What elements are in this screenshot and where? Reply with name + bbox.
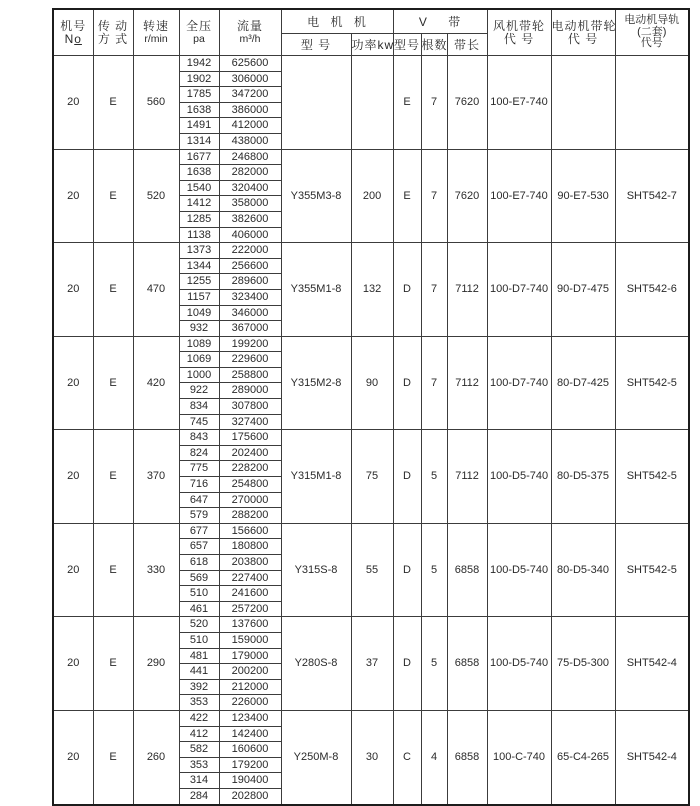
cell-flow: 246800: [219, 149, 281, 165]
cell-motor-model: Y250M-8: [281, 710, 351, 804]
cell-pressure: 422: [179, 710, 219, 726]
cell-pressure: 1344: [179, 258, 219, 274]
cell-fan-pulley-code: 100-D7-740: [487, 336, 551, 430]
cell-pressure: 392: [179, 679, 219, 695]
spec-table-body: [53, 56, 689, 805]
cell-pressure: 922: [179, 383, 219, 399]
cell-flow: 156600: [219, 523, 281, 539]
cell-flow: 175600: [219, 430, 281, 446]
cell-machine-no: 20: [53, 243, 93, 337]
cell-flow: 358000: [219, 196, 281, 212]
cell-fan-pulley-code: 100-E7-740: [487, 149, 551, 243]
table-row: [53, 336, 689, 352]
cell-pressure: 1314: [179, 133, 219, 149]
cell-pressure: 461: [179, 601, 219, 617]
cell-flow: 307800: [219, 399, 281, 415]
cell-motor-power: 37: [351, 617, 393, 711]
cell-belt-count: 7: [421, 149, 447, 243]
cell-motor-power: 90: [351, 336, 393, 430]
cell-pressure: 1138: [179, 227, 219, 243]
group-header-vbelt: V 带: [393, 9, 487, 34]
cell-drive-mode: E: [93, 336, 133, 430]
cell-motor-pulley-code: 65-C4-265: [551, 710, 615, 804]
cell-motor-rail-code: SHT542-5: [615, 430, 689, 524]
cell-motor-rail-code: SHT542-4: [615, 710, 689, 804]
cell-flow: 257200: [219, 601, 281, 617]
cell-drive-mode: E: [93, 617, 133, 711]
cell-motor-model: Y315S-8: [281, 523, 351, 617]
cell-flow: 159000: [219, 632, 281, 648]
cell-motor-rail-code: SHT542-7: [615, 149, 689, 243]
cell-pressure: 481: [179, 648, 219, 664]
cell-flow: 190400: [219, 773, 281, 789]
cell-fan-pulley-code: 100-C-740: [487, 710, 551, 804]
cell-motor-model: Y355M1-8: [281, 243, 351, 337]
cell-pressure: 1373: [179, 243, 219, 259]
cell-speed: 260: [133, 710, 179, 804]
cell-pressure: 677: [179, 523, 219, 539]
cell-pressure: 353: [179, 757, 219, 773]
col-header-motor-pulley: 电动机带轮 代 号: [551, 9, 615, 56]
cell-belt-count: 7: [421, 243, 447, 337]
cell-drive-mode: E: [93, 523, 133, 617]
cell-flow: 282000: [219, 165, 281, 181]
cell-machine-no: 20: [53, 336, 93, 430]
cell-speed: 420: [133, 336, 179, 430]
cell-pressure: 1540: [179, 180, 219, 196]
cell-belt-count: 4: [421, 710, 447, 804]
cell-pressure: 353: [179, 695, 219, 711]
cell-machine-no: 20: [53, 56, 93, 150]
cell-belt-length: 6858: [447, 617, 487, 711]
cell-belt-length: 6858: [447, 710, 487, 804]
cell-motor-model: [281, 56, 351, 150]
table-row: [53, 430, 689, 446]
cell-belt-count: 5: [421, 617, 447, 711]
cell-flow: 179200: [219, 757, 281, 773]
cell-pressure: 1089: [179, 336, 219, 352]
cell-pressure: 510: [179, 632, 219, 648]
cell-fan-pulley-code: 100-D5-740: [487, 430, 551, 524]
cell-motor-power: 200: [351, 149, 393, 243]
col-header-fan-pulley: 风机带轮 代 号: [487, 9, 551, 56]
cell-motor-rail-code: SHT542-5: [615, 523, 689, 617]
cell-motor-rail-code: [615, 56, 689, 150]
machine-no-unit: No: [64, 31, 82, 46]
cell-fan-pulley-code: 100-D7-740: [487, 243, 551, 337]
cell-fan-pulley-code: 100-E7-740: [487, 56, 551, 150]
cell-flow: 180800: [219, 539, 281, 555]
cell-belt-type: D: [393, 336, 421, 430]
cell-pressure: 1412: [179, 196, 219, 212]
cell-belt-length: 6858: [447, 523, 487, 617]
cell-motor-pulley-code: 80-D5-375: [551, 430, 615, 524]
cell-flow: 327400: [219, 414, 281, 430]
col-header-motor-rail: 电动机导轨 (二套) 代号: [615, 9, 689, 56]
cell-flow: 228200: [219, 461, 281, 477]
table-row: [53, 243, 689, 259]
cell-pressure: 1942: [179, 56, 219, 72]
cell-flow: 160600: [219, 742, 281, 758]
cell-flow: 179000: [219, 648, 281, 664]
cell-machine-no: 20: [53, 523, 93, 617]
cell-pressure: 1902: [179, 71, 219, 87]
cell-pressure: 1638: [179, 102, 219, 118]
fan-spec-page: [0, 8, 700, 802]
cell-machine-no: 20: [53, 149, 93, 243]
cell-flow: 199200: [219, 336, 281, 352]
cell-motor-rail-code: SHT542-6: [615, 243, 689, 337]
cell-belt-count: 5: [421, 430, 447, 524]
fan-motor-spec-table: [52, 8, 690, 806]
cell-speed: 520: [133, 149, 179, 243]
cell-pressure: 1638: [179, 165, 219, 181]
cell-flow: 346000: [219, 305, 281, 321]
col-header-flow: 流量 m³/h: [219, 9, 281, 56]
cell-belt-length: 7620: [447, 149, 487, 243]
cell-motor-power: [351, 56, 393, 150]
cell-pressure: 1255: [179, 274, 219, 290]
cell-flow: 256600: [219, 258, 281, 274]
cell-machine-no: 20: [53, 430, 93, 524]
cell-drive-mode: E: [93, 710, 133, 804]
header-row-1: [53, 9, 689, 34]
cell-flow: 288200: [219, 508, 281, 524]
cell-pressure: 1285: [179, 211, 219, 227]
cell-pressure: 1785: [179, 87, 219, 103]
cell-pressure: 579: [179, 508, 219, 524]
cell-fan-pulley-code: 100-D5-740: [487, 523, 551, 617]
cell-belt-count: 5: [421, 523, 447, 617]
table-row: [53, 149, 689, 165]
cell-pressure: 716: [179, 477, 219, 493]
cell-belt-length: 7112: [447, 243, 487, 337]
table-row: [53, 617, 689, 633]
cell-pressure: 1677: [179, 149, 219, 165]
cell-belt-length: 7112: [447, 430, 487, 524]
cell-drive-mode: E: [93, 430, 133, 524]
cell-pressure: 314: [179, 773, 219, 789]
cell-flow: 137600: [219, 617, 281, 633]
cell-pressure: 834: [179, 399, 219, 415]
cell-flow: 438000: [219, 133, 281, 149]
cell-belt-type: D: [393, 430, 421, 524]
cell-pressure: 745: [179, 414, 219, 430]
cell-speed: 470: [133, 243, 179, 337]
cell-speed: 370: [133, 430, 179, 524]
cell-speed: 330: [133, 523, 179, 617]
cell-pressure: 1157: [179, 289, 219, 305]
cell-flow: 142400: [219, 726, 281, 742]
cell-belt-count: 7: [421, 336, 447, 430]
cell-pressure: 618: [179, 555, 219, 571]
cell-flow: 270000: [219, 492, 281, 508]
cell-pressure: 1049: [179, 305, 219, 321]
cell-flow: 222000: [219, 243, 281, 259]
cell-belt-type: E: [393, 56, 421, 150]
cell-flow: 227400: [219, 570, 281, 586]
col-header-speed: 转速 r/min: [133, 9, 179, 56]
cell-motor-pulley-code: 80-D5-340: [551, 523, 615, 617]
cell-fan-pulley-code: 100-D5-740: [487, 617, 551, 711]
cell-pressure: 843: [179, 430, 219, 446]
cell-pressure: 510: [179, 586, 219, 602]
cell-flow: 367000: [219, 321, 281, 337]
cell-flow: 258800: [219, 367, 281, 383]
col-header-motor-model: 型 号: [281, 34, 351, 56]
cell-flow: 229600: [219, 352, 281, 368]
cell-pressure: 569: [179, 570, 219, 586]
col-header-pressure: 全压 pa: [179, 9, 219, 56]
cell-flow: 289000: [219, 383, 281, 399]
cell-machine-no: 20: [53, 617, 93, 711]
cell-flow: 412000: [219, 118, 281, 134]
cell-motor-power: 132: [351, 243, 393, 337]
cell-flow: 323400: [219, 289, 281, 305]
cell-motor-pulley-code: 90-D7-475: [551, 243, 615, 337]
cell-motor-pulley-code: 90-E7-530: [551, 149, 615, 243]
cell-motor-pulley-code: [551, 56, 615, 150]
cell-motor-rail-code: SHT542-4: [615, 617, 689, 711]
cell-belt-type: D: [393, 243, 421, 337]
cell-flow: 306000: [219, 71, 281, 87]
cell-flow: 226000: [219, 695, 281, 711]
table-row: [53, 56, 689, 72]
table-row: [53, 710, 689, 726]
cell-drive-mode: E: [93, 149, 133, 243]
cell-belt-type: E: [393, 149, 421, 243]
cell-flow: 289600: [219, 274, 281, 290]
cell-pressure: 582: [179, 742, 219, 758]
col-header-belt-type: 型号: [393, 34, 421, 56]
cell-pressure: 824: [179, 445, 219, 461]
cell-flow: 203800: [219, 555, 281, 571]
cell-drive-mode: E: [93, 56, 133, 150]
machine-no-label: 机号: [60, 18, 87, 33]
cell-flow: 254800: [219, 477, 281, 493]
cell-motor-model: Y280S-8: [281, 617, 351, 711]
cell-flow: 202400: [219, 445, 281, 461]
cell-pressure: 657: [179, 539, 219, 555]
cell-pressure: 412: [179, 726, 219, 742]
cell-flow: 200200: [219, 664, 281, 680]
cell-motor-power: 75: [351, 430, 393, 524]
col-header-drive-mode: 传 动 方 式: [93, 9, 133, 56]
cell-flow: 347200: [219, 87, 281, 103]
cell-speed: 290: [133, 617, 179, 711]
cell-belt-type: D: [393, 523, 421, 617]
cell-machine-no: 20: [53, 710, 93, 804]
cell-pressure: 1491: [179, 118, 219, 134]
cell-motor-pulley-code: 80-D7-425: [551, 336, 615, 430]
cell-motor-rail-code: SHT542-5: [615, 336, 689, 430]
cell-belt-length: 7112: [447, 336, 487, 430]
cell-motor-model: Y315M1-8: [281, 430, 351, 524]
cell-flow: 382600: [219, 211, 281, 227]
cell-pressure: 1069: [179, 352, 219, 368]
cell-pressure: 775: [179, 461, 219, 477]
cell-motor-power: 55: [351, 523, 393, 617]
cell-flow: 406000: [219, 227, 281, 243]
cell-motor-model: Y355M3-8: [281, 149, 351, 243]
cell-flow: 123400: [219, 710, 281, 726]
cell-flow: 320400: [219, 180, 281, 196]
cell-pressure: 284: [179, 788, 219, 804]
cell-drive-mode: E: [93, 243, 133, 337]
cell-flow: 386000: [219, 102, 281, 118]
cell-motor-model: Y315M2-8: [281, 336, 351, 430]
cell-flow: 212000: [219, 679, 281, 695]
cell-pressure: 932: [179, 321, 219, 337]
cell-pressure: 647: [179, 492, 219, 508]
cell-belt-length: 7620: [447, 56, 487, 150]
cell-flow: 625600: [219, 56, 281, 72]
cell-pressure: 441: [179, 664, 219, 680]
cell-pressure: 1000: [179, 367, 219, 383]
cell-belt-count: 7: [421, 56, 447, 150]
cell-speed: 560: [133, 56, 179, 150]
group-header-motor: 电 机 机: [281, 9, 393, 34]
table-row: [53, 523, 689, 539]
col-header-belt-count: 根数: [421, 34, 447, 56]
col-header-motor-power: 功率kw: [351, 34, 393, 56]
cell-flow: 241600: [219, 586, 281, 602]
col-header-machine-no: [53, 9, 93, 56]
cell-belt-type: C: [393, 710, 421, 804]
cell-motor-power: 30: [351, 710, 393, 804]
cell-motor-pulley-code: 75-D5-300: [551, 617, 615, 711]
cell-flow: 202800: [219, 788, 281, 804]
col-header-belt-length: 带长: [447, 34, 487, 56]
cell-belt-type: D: [393, 617, 421, 711]
cell-pressure: 520: [179, 617, 219, 633]
